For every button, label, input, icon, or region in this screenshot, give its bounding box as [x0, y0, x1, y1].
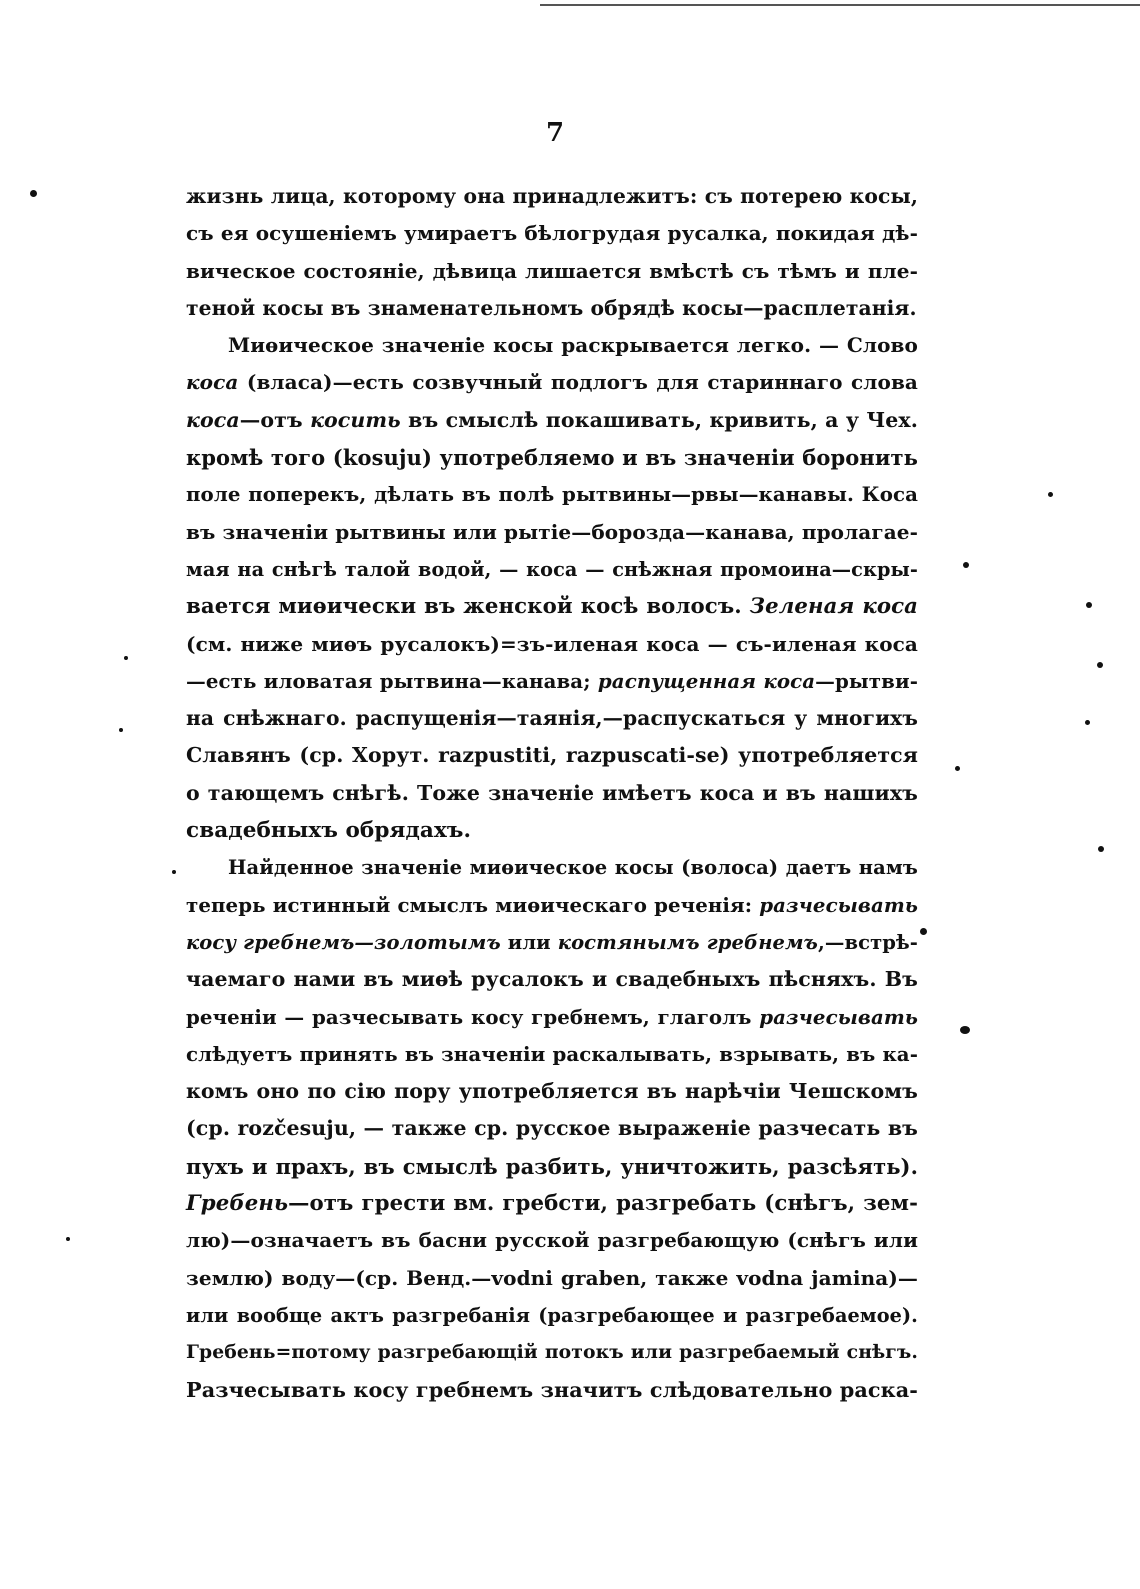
text-run: (см. ниже миѳъ русалокъ)=зъ-иленая коса — съ-иленая коса — [186, 631, 918, 656]
scan-speck — [963, 562, 969, 568]
text-run: на снѣжнаго. распущенія—таянія,—распускаться у многихъ — [186, 706, 918, 731]
text-run: Миѳическое значеніе косы раскрывается легко. — Слово — [228, 333, 918, 358]
text-run: Найденное значеніе миѳическое косы (волоса) даетъ намъ — [228, 856, 918, 880]
text-run: (власа)—есть созвучный подлогъ для стариннаго слова — [238, 370, 918, 395]
text-run: мая на снѣгѣ талой водой, — коса — снѣжная промоина—скры- — [186, 557, 918, 581]
italic-text: Зеленая коса — [749, 594, 919, 620]
text-line — [186, 439, 918, 476]
text-run: теперь истинный смыслъ миѳическаго реченія: — [186, 892, 760, 917]
text-line — [186, 476, 918, 513]
text-run: пухъ и прахъ, въ смыслѣ разбить, уничтожить, разсѣять). — [186, 1153, 918, 1179]
text-line — [186, 775, 918, 812]
text-line — [186, 700, 918, 737]
text-line — [186, 849, 918, 886]
text-run: Гребень=потому разгребающій потокъ или разгребаемый снѣгъ. — [186, 1341, 918, 1364]
text-run: чаемаго нами въ миѳѣ русалокъ и свадебныхъ пѣсняхъ. Въ — [186, 967, 918, 992]
text-run: поле поперекъ, дѣлать въ полѣ рытвины—рвы—канавы. Коса — [186, 482, 918, 507]
text-line — [186, 253, 918, 290]
text-line — [186, 999, 918, 1036]
text-line — [186, 887, 918, 924]
italic-text: коса — [186, 370, 239, 395]
text-line — [186, 551, 918, 588]
text-run: жизнь лица, которому она принадлежитъ: съ потерею косы, — [186, 184, 918, 208]
text-run: ,—встрѣ- — [817, 930, 918, 954]
text-line — [186, 1260, 918, 1297]
text-line — [186, 961, 918, 998]
text-line — [186, 1073, 918, 1110]
text-run: вическое состояніе, дѣвица лишается вмѣстѣ съ тѣмъ и пле- — [186, 258, 918, 283]
scan-speck — [119, 728, 123, 732]
scan-speck — [66, 1237, 70, 1241]
text-run: теной косы въ знаменательномъ обрядѣ косы—расплетанія. — [186, 295, 917, 320]
text-run: —есть иловатая рытвина—канава; — [186, 668, 598, 693]
text-run: лю)—означаетъ въ басни русской разгребающую (снѣгъ или — [186, 1228, 918, 1253]
italic-text: Гребень — [186, 1191, 289, 1217]
text-run: землю) воду—(ср. Венд.—vodni graben, также vodna jamina)— — [186, 1265, 918, 1290]
scan-speck — [30, 190, 37, 197]
text-run: въ значеніи рытвины или рытіе—борозда—канава, пролагае- — [186, 519, 918, 544]
text-line — [186, 178, 918, 215]
scan-speck — [960, 1026, 970, 1034]
text-line — [186, 215, 918, 252]
text-run: —отъ грести вм. гребсти, разгребать (снѣгъ, зем- — [288, 1191, 918, 1217]
text-line — [186, 290, 918, 327]
text-line — [186, 514, 918, 551]
scan-speck — [1085, 720, 1090, 725]
italic-text: костянымъ гребнемъ — [557, 930, 818, 954]
scan-speck — [124, 656, 128, 660]
text-line — [186, 1297, 918, 1334]
text-run: Разчесывать косу гребнемъ значитъ слѣдовательно раска- — [186, 1377, 918, 1402]
text-line — [186, 663, 918, 700]
text-run: съ ея осушеніемъ умираетъ бѣлогрудая русалка, покидая дѣ- — [186, 221, 918, 246]
text-line — [186, 1334, 918, 1371]
text-line — [186, 1222, 918, 1259]
text-run: о тающемъ снѣгѣ. Тоже значеніе имѣетъ коса и въ нашихъ — [186, 780, 918, 805]
text-line — [186, 1372, 918, 1409]
text-run: свадебныхъ обрядахъ. — [186, 818, 472, 844]
text-line — [186, 327, 918, 364]
scan-speck — [920, 928, 927, 935]
italic-text: косить — [310, 407, 401, 432]
scan-speck — [1048, 492, 1053, 497]
scan-speck — [172, 870, 176, 874]
italic-text: распущенная коса — [597, 668, 816, 693]
top-rule — [540, 4, 1140, 6]
text-line — [186, 402, 918, 439]
text-line — [186, 364, 918, 401]
text-run: или — [500, 930, 558, 954]
text-line — [186, 626, 918, 663]
text-run: вается миѳически въ женской косѣ волосъ. — [186, 594, 750, 620]
scan-speck — [1098, 846, 1104, 852]
scan-speck — [1086, 602, 1092, 608]
text-run: —рытви- — [815, 668, 918, 693]
text-run: реченіи — разчесывать косу гребнемъ, глаголъ — [186, 1004, 760, 1029]
text-run: —отъ — [239, 407, 311, 432]
italic-text: коса — [186, 407, 240, 432]
text-run: (ср. rozčesuju, — также ср. русское выраженіе разчесать въ — [186, 1116, 918, 1141]
scan-speck — [1097, 662, 1103, 668]
text-line — [186, 1148, 918, 1185]
scan-speck — [955, 766, 960, 771]
text-line — [186, 737, 918, 774]
text-run: Славянъ (ср. Хорут. razpustiti, razpuscati-se) употребляется — [186, 743, 918, 768]
italic-text: разчесывать — [759, 892, 918, 917]
text-run: кромѣ того (kosuju) употребляемо и въ значеніи боронить — [186, 445, 918, 471]
text-line — [186, 812, 918, 849]
text-run: комъ оно по сію пору употребляется въ нарѣчіи Чешскомъ — [186, 1079, 918, 1104]
text-line — [186, 1036, 918, 1073]
text-line — [186, 924, 918, 961]
text-run: въ смыслѣ покашивать, кривить, а у Чех. — [400, 407, 918, 432]
body-text — [186, 178, 918, 1409]
page-number: 7 — [545, 118, 565, 148]
italic-text: разчесывать — [759, 1004, 918, 1029]
text-run: или вообще актъ разгребанія (разгребающее и разгребаемое). — [186, 1303, 918, 1327]
text-line — [186, 1185, 918, 1222]
text-line — [186, 588, 918, 625]
text-line — [186, 1110, 918, 1147]
italic-text: косу гребнемъ—золотымъ — [186, 930, 501, 954]
text-run: слѣдуетъ принять въ значеніи раскалывать, взрывать, въ ка- — [186, 1041, 918, 1066]
